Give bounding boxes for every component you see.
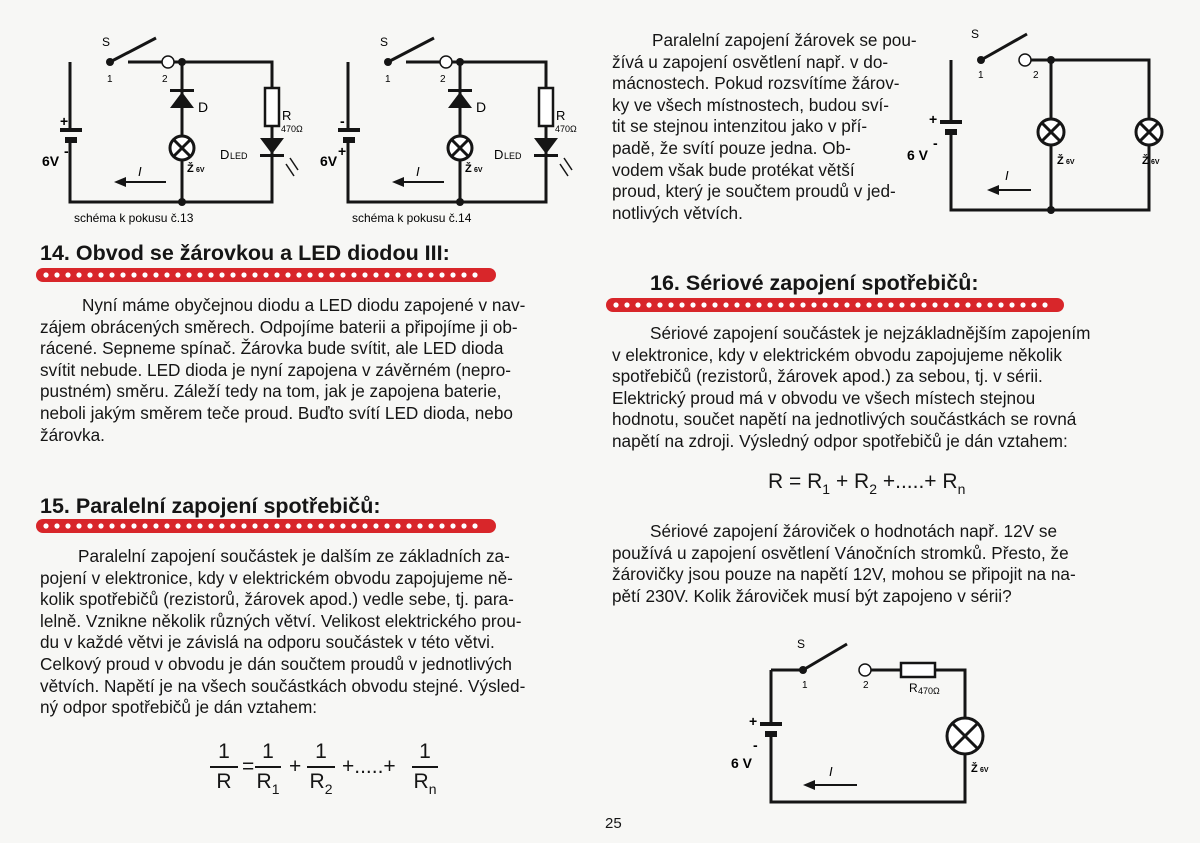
divider-dot [318,523,323,528]
section-16-text-2: Sériové zapojení žároviček o hodnotách např. 12V se používá u zapojení osvětlení Vánočních stromků. Přesto, že žárovičky jsou pouze na napětí 12V, mohou se připojit na na- pětí 230V. Kolik žároviček musí být zapojeno v sérii? [612,521,1076,606]
svg-text:Ž: Ž [465,163,472,175]
divider-dot [340,272,345,277]
svg-text:LED: LED [504,151,522,161]
svg-text:470Ω: 470Ω [555,124,577,134]
svg-text:6V: 6V [474,167,483,174]
divider-dot [340,523,345,528]
divider-dot [745,302,750,307]
divider-dot [252,272,257,277]
divider-dot [208,523,213,528]
svg-text:470Ω: 470Ω [281,124,303,134]
divider-dot [1009,302,1014,307]
divider-dot [899,302,904,307]
svg-text:I: I [416,164,420,179]
divider-dot [1042,302,1047,307]
parallel-circuit-diagram [905,20,1175,220]
divider-dot [219,523,224,528]
divider-dot [120,272,125,277]
divider-dot [329,523,334,528]
divider-dot [296,523,301,528]
divider-dot [285,523,290,528]
divider-dot [241,523,246,528]
switch-label: S [102,35,111,49]
divider-dot [329,272,334,277]
svg-text:LED: LED [230,151,248,161]
section-15-continued-text: Paralelní zapojení žárovek se pou- žívá u zapojení osvětlení např. v do- mácnostech. Pokud rozsvítíme žárov- ky ve všech místnostech, budou sví- tit se stejnou intenzitou jako v pří- padě, že svítí pouze jedna. Ob- vodem však bude protékat větší proud, který je součtem proudů v jed- notlivých větvích. [612,30,917,223]
circuit-caption: schéma k pokusu č.13 [74,211,194,225]
svg-text:D: D [494,147,504,162]
divider-dot [230,523,235,528]
divider-dot [153,272,158,277]
divider-dot [844,302,849,307]
svg-text:Ž: Ž [1142,155,1149,167]
divider-dot [734,302,739,307]
svg-text:+: + [338,143,347,159]
divider-dot [965,302,970,307]
divider-dot [723,302,728,307]
divider-dot [679,302,684,307]
divider-dot [274,523,279,528]
divider-dot [164,272,169,277]
divider-dot [76,523,81,528]
divider-dot [910,302,915,307]
divider-dot [712,302,717,307]
svg-text:1: 1 [385,74,391,85]
divider-dot [866,302,871,307]
divider-dot [756,302,761,307]
divider-dot [307,272,312,277]
circuit-diagram-14 [318,30,593,235]
svg-text:+: + [749,713,758,729]
svg-text:+: + [929,111,938,127]
divider-dot [164,523,169,528]
divider-dot [439,523,444,528]
divider-dot [98,523,103,528]
divider-dot [285,272,290,277]
svg-text:1: 1 [978,70,984,81]
divider-dot [384,523,389,528]
divider-dot [646,302,651,307]
section-14-text: Nyní máme obyčejnou diodu a LED diodu zapojené v nav- zájem obrácených směrech. Odpojíme baterii a připojíme ji ob- rácené. Sepneme spínač. Žárovka bude svítit, ale LED dioda svítit nebude. LED dioda je nyní zapojena v závěrném (nepro- pustném) směru. Záleží tedy na tom, jak je zapojena baterie, neboli jakým směrem teče proud. Buďto svítí LED dioda, nebo žárovka. [40,295,526,445]
divider-dot [822,302,827,307]
section-16-text: Sériové zapojení součástek je nejzákladnějším zapojením v elektronice, kdy v elektrickém obvodu zapojujeme několik spotřebičů (rezistorů, žárovek apod.) za sebou, tj. v sérii. Elektrický proud má v obvodu ve všech místech stejnou hodnotu, součet napětí na jednotlivých součástkách se rovná napětí na zdroji. Výsledný odpor spotřebičů je dán vztahem: [612,323,1091,451]
svg-text:R: R [909,681,918,695]
divider-dot [976,302,981,307]
divider-dot [833,302,838,307]
divider-dot [417,272,422,277]
divider-dot [241,272,246,277]
divider-dot [362,272,367,277]
divider-dot [811,302,816,307]
divider-dot [450,272,455,277]
divider-dot [307,523,312,528]
svg-text:S: S [797,637,806,651]
divider-dot [395,523,400,528]
divider-dot [54,272,59,277]
divider-dot [197,523,202,528]
svg-text:D: D [198,99,209,115]
svg-text:-: - [933,135,938,151]
divider-dot [461,523,466,528]
svg-text:6 V: 6 V [731,755,753,771]
divider-dot [439,272,444,277]
section-15-text: Paralelní zapojení součástek je dalším ze základních za- pojení v elektronice, kdy v elektrickém obvodu zapojujeme ně- kolik spotřebičů (rezistorů, žárovek apod.) vedle sebe, tj. para- lelně. Vznikne několik různých větví. Velikost elektrického prou- du v každé větvi je závislá na odporu součástek v této větvi. Celkový proud v obvodu je dán součtem proudů v jednotlivých větvích. Napětí je na všech součástkách obvodu stejné. Výsled- ný odpor spotřebičů je dán vztahem: [40,546,526,718]
divider-dot [406,523,411,528]
svg-text:6V: 6V [980,767,989,774]
divider-dot [109,523,114,528]
divider-dot [197,272,202,277]
divider-dot [142,272,147,277]
divider-dot [1020,302,1025,307]
divider-dot [43,523,48,528]
svg-text:S: S [380,35,389,49]
divider-dot [318,272,323,277]
divider-dot [351,523,356,528]
circuit-caption: schéma k pokusu č.14 [352,211,472,225]
svg-text:Ž: Ž [971,763,978,775]
svg-text:R: R [282,108,292,123]
battery-label: 6V [42,153,60,169]
divider-dot [406,272,411,277]
divider-dot [98,272,103,277]
divider-dot [219,272,224,277]
svg-text:6V: 6V [1151,159,1160,166]
divider-dot [428,523,433,528]
divider-dot [767,302,772,307]
svg-text:2: 2 [162,74,168,85]
divider-dot [395,272,400,277]
svg-text:-: - [64,143,69,159]
divider-dot [657,302,662,307]
divider-dot [175,272,180,277]
divider-dot [142,523,147,528]
divider-dot [296,272,301,277]
divider-dot [263,523,268,528]
svg-text:+: + [60,113,69,129]
svg-text:2: 2 [440,74,446,85]
svg-text:-: - [753,737,758,753]
section-16-title: 16. Sériové zapojení spotřebičů: [650,271,979,295]
svg-text:D: D [476,99,487,115]
divider-dot [921,302,926,307]
divider-dot [417,523,422,528]
divider-dot [888,302,893,307]
divider-dot [230,272,235,277]
divider-dot [186,523,191,528]
divider-dot [76,272,81,277]
section-15-divider [36,519,496,533]
svg-text:6V: 6V [1066,159,1075,166]
series-circuit-diagram [725,630,995,810]
divider-dot [65,523,70,528]
divider-dot [635,302,640,307]
divider-dot [153,523,158,528]
svg-text:Ž: Ž [1057,155,1064,167]
divider-dot [384,272,389,277]
divider-dot [131,272,136,277]
divider-dot [252,523,257,528]
divider-dot [701,302,706,307]
divider-dot [450,523,455,528]
divider-dot [263,272,268,277]
divider-dot [1031,302,1036,307]
svg-text:6 V: 6 V [907,147,929,163]
divider-dot [987,302,992,307]
circuit-diagram-13 [40,30,303,235]
svg-text:2: 2 [863,680,869,691]
divider-dot [998,302,1003,307]
svg-text:470Ω: 470Ω [918,686,940,696]
svg-text:6V: 6V [320,153,338,169]
svg-text:R: R [556,108,566,123]
page-number: 25 [605,815,622,832]
divider-dot [472,523,477,528]
divider-dot [186,272,191,277]
divider-dot [800,302,805,307]
divider-dot [624,302,629,307]
divider-dot [65,272,70,277]
divider-dot [855,302,860,307]
svg-text:D: D [220,147,230,162]
divider-dot [120,523,125,528]
divider-dot [954,302,959,307]
divider-dot [690,302,695,307]
section-15-title: 15. Paralelní zapojení spotřebičů: [40,494,381,518]
svg-text:I: I [138,164,142,179]
divider-dot [428,272,433,277]
divider-dot [373,523,378,528]
divider-dot [613,302,618,307]
divider-dot [461,272,466,277]
divider-dot [208,272,213,277]
divider-dot [877,302,882,307]
divider-dot [373,272,378,277]
svg-text:2: 2 [1033,70,1039,81]
divider-dot [87,523,92,528]
divider-dot [351,272,356,277]
svg-text:Ž: Ž [187,163,194,175]
series-formula: $R = R_1 + R_2$ +.....+ $R_n$ [768,470,966,497]
divider-dot [778,302,783,307]
divider-dot [362,523,367,528]
divider-dot [932,302,937,307]
section-16-divider [606,298,1064,312]
svg-text:6V: 6V [196,167,205,174]
divider-dot [54,523,59,528]
divider-dot [43,272,48,277]
divider-dot [175,523,180,528]
svg-text:1: 1 [107,74,113,85]
svg-text:S: S [971,27,980,41]
divider-dot [131,523,136,528]
svg-text:-: - [340,113,345,129]
svg-text:I: I [1005,168,1009,183]
divider-dot [472,272,477,277]
divider-dot [87,272,92,277]
section-14-divider [36,268,496,282]
svg-text:1: 1 [802,680,808,691]
divider-dot [274,272,279,277]
section-14-title: 14. Obvod se žárovkou a LED diodou III: [40,241,450,265]
divider-dot [943,302,948,307]
svg-text:I: I [829,764,833,779]
divider-dot [789,302,794,307]
divider-dot [668,302,673,307]
divider-dot [109,272,114,277]
